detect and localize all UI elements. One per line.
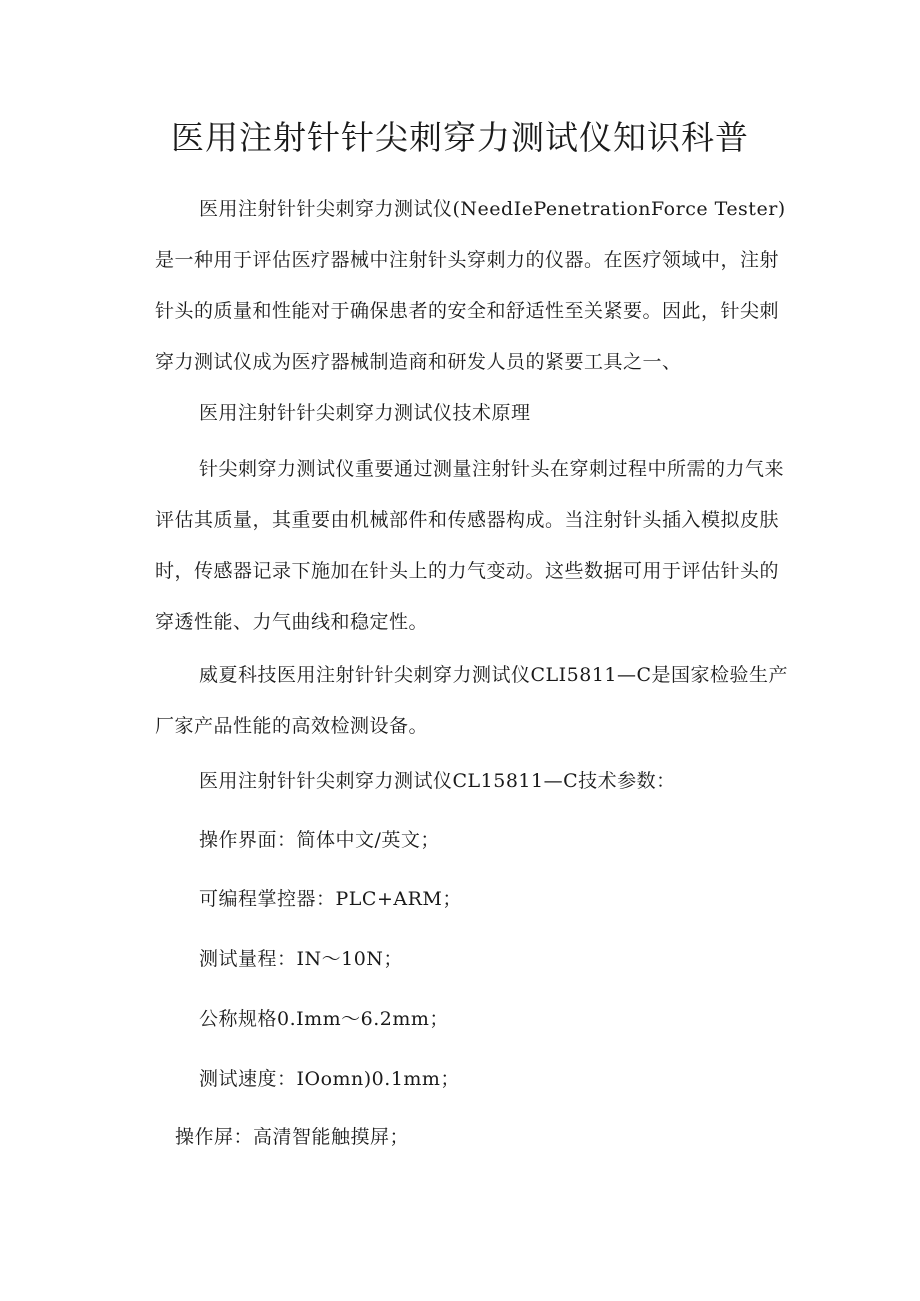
document-title: 医用注射针针尖刺穿力测试仪知识科普 [171, 118, 749, 157]
intro-paragraph: 医用注射针针尖刺穿力测试仪(NeedIePenetrationForce Tester)是一种用于评估医疗器械中注射针头穿刺力的仪器。在医疗领域中，注射针头的质量和性能对于确保患者的安全和舒适性至关紧要。因此，针尖刺穿力测试仪成为医疗器械制造商和研发人员的紧要工具之一、 [155, 198, 786, 373]
param-item: 可编程掌控器：PLC+ARM； [199, 888, 462, 910]
section-heading-principle: 医用注射针针尖刺穿力测试仪技术原理 [199, 402, 531, 424]
param-item: 测试速度：IOomn)0.1mm； [199, 1068, 460, 1090]
param-item: 测试量程：IN～10N； [199, 948, 403, 970]
section-heading-params: 医用注射针针尖刺穿力测试仪CL15811—C技术参数： [199, 770, 676, 792]
product-paragraph: 威夏科技医用注射针针尖刺穿力测试仪CLI5811—C是国家检验生产厂家产品性能的高效检测设备。 [155, 664, 789, 737]
principle-paragraph: 针尖刺穿力测试仪重要通过测量注射针头在穿刺过程中所需的力气来评估其质量，其重要由机械部件和传感器构成。当注射针头插入模拟皮肤时，传感器记录下施加在针头上的力气变动。这些数据可用于评估针头的穿透性能、力气曲线和稳定性。 [155, 458, 785, 633]
param-item: 操作界面：简体中文/英文； [199, 829, 440, 851]
param-item: 公称规格0.Imm～6.2mm； [199, 1008, 449, 1030]
param-item-last: 操作屏：高清智能触摸屏； [175, 1126, 410, 1148]
